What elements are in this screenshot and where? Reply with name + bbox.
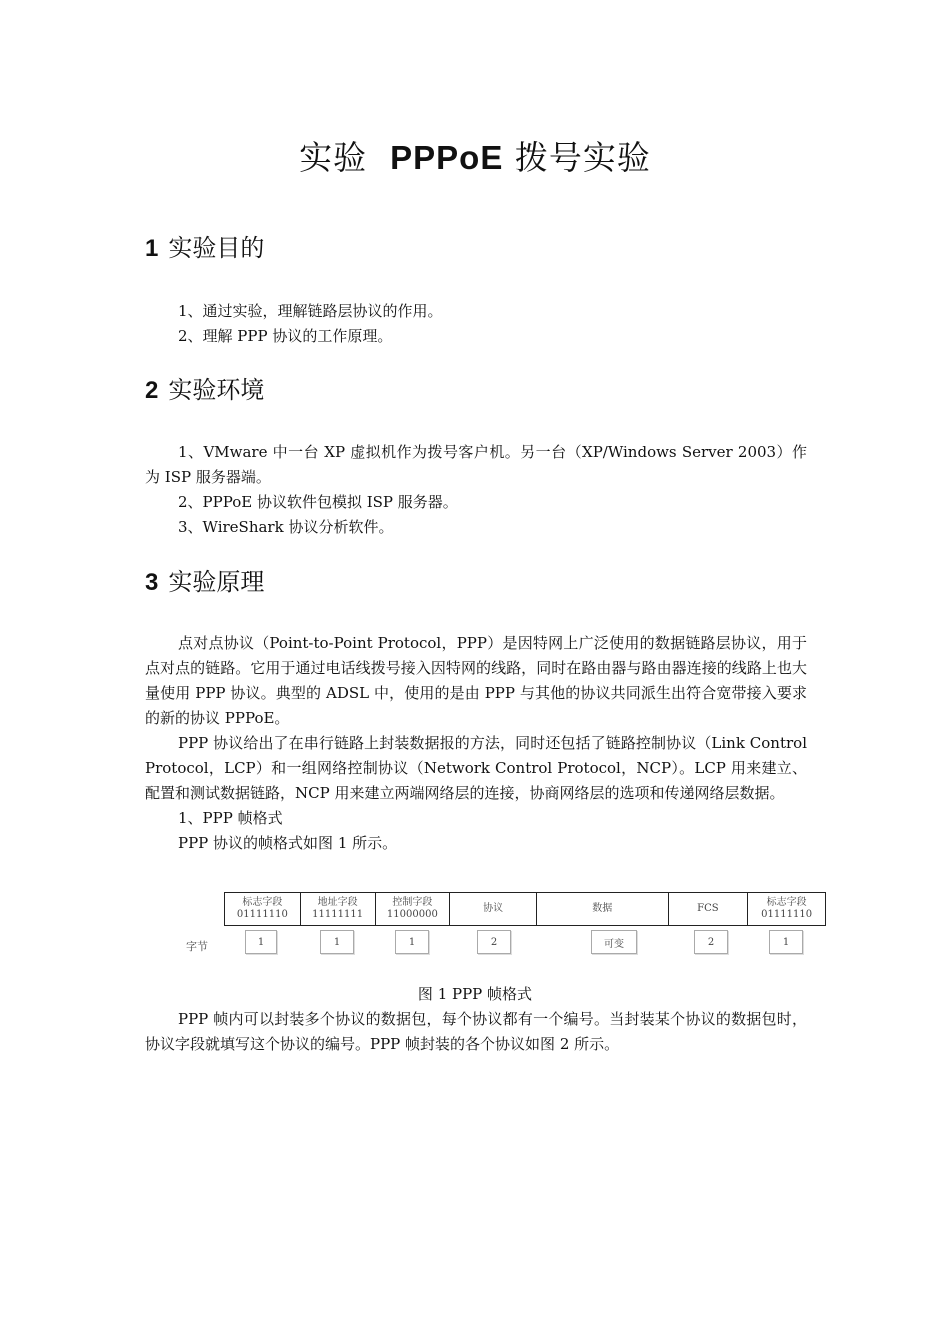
list-item: 2、理解 PPP 协议的工作原理。 xyxy=(178,327,393,345)
page-title: 实验 PPPoE 拨号实验 xyxy=(299,138,651,177)
figure-caption: 图 1 PPP 帧格式 xyxy=(417,985,533,1003)
byte-count: 1 xyxy=(320,930,354,954)
frame-field: 地址字段 11111111 xyxy=(301,893,376,925)
frame-field: 标志字段 01111110 xyxy=(761,897,813,920)
list-item: 2、PPPoE 协议软件包模拟 ISP 服务器。 xyxy=(178,493,458,511)
list-item: 1、通过实验，理解链路层协议的作用。 xyxy=(178,302,443,320)
byte-count: 2 xyxy=(694,930,728,954)
section-3-body xyxy=(145,631,807,856)
frame-field: 标志字段 01111110 xyxy=(225,893,301,925)
section-heading: 3 实验原理 xyxy=(145,568,265,596)
paragraph: 点对点协议（Point-to-Point Protocol，PPP）是因特网上广泛使用的数据链路层协议，用于点对点的链路。它用于通过电话线拨号接入因特网的线路，同时在路由器与路由器连接的线路上也大量使用 PPP 协议。典型的 ADSL 中，使用的是由 PPP 与其他的协议共同派生出符合宽带接入要求的新的协议 PPPoE。 xyxy=(145,634,807,727)
ppp-frame-diagram xyxy=(224,892,826,926)
byte-count: 可变 xyxy=(591,930,637,954)
frame-field: FCS xyxy=(669,893,749,925)
byte-count: 2 xyxy=(477,930,511,954)
paragraph: PPP 协议给出了在串行链路上封装数据报的方法，同时还包括了链路控制协议（Link Control Protocol，LCP）和一组网络控制协议（Network Control Protocol，NCP）。LCP 用来建立、配置和测试数据链路，NCP 用来建立两端网络层的连接，协商网络层的选项和传递网络层数据。 xyxy=(145,734,807,802)
list-item: 1、VMware 中一台 XP 虚拟机作为拨号客户机。另一台（XP/Windows Server 2003）作为 ISP 服务器端。 xyxy=(145,443,807,486)
frame-field: 协议 xyxy=(450,893,537,925)
section-2-body xyxy=(145,440,807,540)
paragraph: PPP 协议的帧格式如图 1 所示。 xyxy=(178,834,398,852)
frame-field: 控制字段 11000000 xyxy=(376,893,451,925)
byte-label: 字节 xyxy=(186,940,208,953)
after-figure-body xyxy=(145,1007,807,1057)
list-item: 3、WireShark 协议分析软件。 xyxy=(178,518,394,536)
paragraph: PPP 帧内可以封装多个协议的数据包，每个协议都有一个编号。当封装某个协议的数据包时，协议字段就填写这个协议的编号。PPP 帧封装的各个协议如图 2 所示。 xyxy=(145,1010,807,1053)
byte-count: 1 xyxy=(395,930,429,954)
frame-field: 数据 xyxy=(537,893,669,925)
byte-count: 1 xyxy=(769,930,803,954)
subheading: 1、PPP 帧格式 xyxy=(178,809,283,827)
section-heading: 2 实验环境 xyxy=(145,376,265,404)
byte-count: 1 xyxy=(245,930,277,954)
section-heading: 1 实验目的 xyxy=(145,234,265,262)
section-1-body xyxy=(145,299,807,349)
